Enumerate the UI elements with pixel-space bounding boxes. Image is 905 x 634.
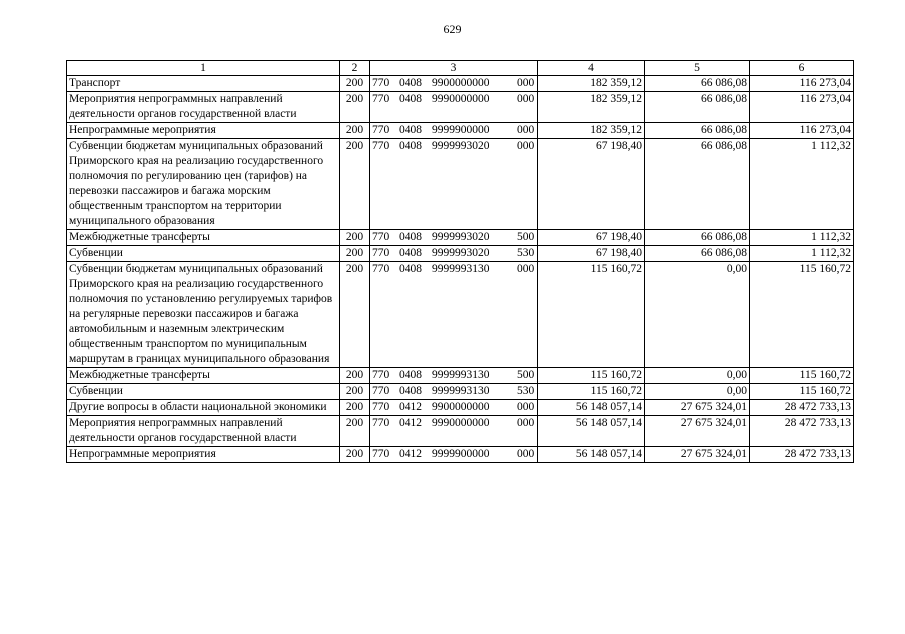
row-col-2: 200 [340, 139, 370, 230]
code-part-1: 770 [372, 231, 390, 243]
row-col-6: 28 472 733,13 [750, 447, 854, 463]
row-col-5: 27 675 324,01 [645, 400, 750, 416]
row-col-2: 200 [340, 230, 370, 246]
row-col-2: 200 [340, 123, 370, 139]
code-part-3: 9999900000 [432, 124, 490, 136]
row-col-4: 56 148 057,14 [538, 400, 645, 416]
header-col-3: 3 [370, 61, 538, 76]
table-row [67, 400, 854, 416]
code-part-4: 500 [517, 369, 535, 381]
code-part-2: 0408 [399, 77, 422, 89]
header-col-4: 4 [538, 61, 645, 76]
row-col-5: 66 086,08 [645, 246, 750, 262]
row-col-4: 56 148 057,14 [538, 416, 645, 447]
code-part-2: 0412 [399, 401, 422, 413]
code-part-3: 9999993020 [432, 231, 490, 243]
row-col-5: 66 086,08 [645, 76, 750, 92]
row-name: Мероприятия непрограммных направлений деятельности органов государственной власти [67, 92, 340, 123]
code-part-3: 9999993130 [432, 385, 490, 397]
header-col-2: 2 [340, 61, 370, 76]
row-name: Межбюджетные трансферты [67, 230, 340, 246]
table-row [67, 123, 854, 139]
table-row [67, 139, 854, 230]
code-part-3: 9990000000 [432, 417, 490, 429]
row-code [370, 123, 538, 139]
row-col-6: 115 160,72 [750, 262, 854, 368]
code-part-3: 9900000000 [432, 401, 490, 413]
code-part-2: 0408 [399, 263, 422, 275]
row-col-6: 115 160,72 [750, 368, 854, 384]
row-col-5: 0,00 [645, 262, 750, 368]
row-col-6: 115 160,72 [750, 384, 854, 400]
code-part-4: 000 [517, 401, 535, 413]
page-number: 629 [443, 22, 462, 36]
row-name: Мероприятия непрограммных направлений деятельности органов государственной власти [67, 416, 340, 447]
code-part-3: 9900000000 [432, 77, 490, 89]
row-col-2: 200 [340, 262, 370, 368]
row-col-2: 200 [340, 246, 370, 262]
row-col-2: 200 [340, 400, 370, 416]
row-col-5: 27 675 324,01 [645, 416, 750, 447]
table-row [67, 262, 854, 368]
row-code [370, 384, 538, 400]
row-col-6: 116 273,04 [750, 76, 854, 92]
row-col-4: 67 198,40 [538, 139, 645, 230]
row-name: Субвенции [67, 246, 340, 262]
row-col-6: 1 112,32 [750, 246, 854, 262]
code-part-1: 770 [372, 263, 390, 275]
row-col-6: 1 112,32 [750, 230, 854, 246]
row-col-6: 28 472 733,13 [750, 400, 854, 416]
table-row [67, 384, 854, 400]
code-part-2: 0408 [399, 385, 422, 397]
row-name: Транспорт [67, 76, 340, 92]
row-col-2: 200 [340, 447, 370, 463]
row-col-4: 115 160,72 [538, 368, 645, 384]
code-part-4: 000 [517, 77, 535, 89]
code-part-2: 0412 [399, 417, 422, 429]
header-col-6: 6 [750, 61, 854, 76]
row-col-4: 56 148 057,14 [538, 447, 645, 463]
row-col-2: 200 [340, 384, 370, 400]
row-code [370, 262, 538, 368]
row-col-4: 115 160,72 [538, 262, 645, 368]
code-part-1: 770 [372, 93, 390, 105]
row-col-6: 116 273,04 [750, 92, 854, 123]
code-part-1: 770 [372, 448, 390, 460]
row-col-5: 27 675 324,01 [645, 447, 750, 463]
code-part-1: 770 [372, 417, 390, 429]
row-code [370, 416, 538, 447]
code-part-2: 0408 [399, 124, 422, 136]
code-part-2: 0408 [399, 247, 422, 259]
row-col-5: 66 086,08 [645, 230, 750, 246]
row-col-5: 66 086,08 [645, 123, 750, 139]
code-part-4: 000 [517, 93, 535, 105]
row-col-6: 1 112,32 [750, 139, 854, 230]
code-part-1: 770 [372, 124, 390, 136]
row-name: Межбюджетные трансферты [67, 368, 340, 384]
row-name: Непрограммные мероприятия [67, 447, 340, 463]
code-part-1: 770 [372, 140, 390, 152]
code-part-4: 000 [517, 140, 535, 152]
header-col-5: 5 [645, 61, 750, 76]
row-col-2: 200 [340, 76, 370, 92]
code-part-2: 0408 [399, 231, 422, 243]
code-part-2: 0408 [399, 369, 422, 381]
code-part-3: 9999993020 [432, 140, 490, 152]
table-row [67, 368, 854, 384]
row-col-6: 116 273,04 [750, 123, 854, 139]
row-code [370, 230, 538, 246]
row-code [370, 92, 538, 123]
row-col-5: 0,00 [645, 384, 750, 400]
row-col-2: 200 [340, 416, 370, 447]
row-col-2: 200 [340, 92, 370, 123]
row-col-4: 182 359,12 [538, 76, 645, 92]
row-code [370, 76, 538, 92]
row-name: Другие вопросы в области национальной экономики [67, 400, 340, 416]
row-col-5: 0,00 [645, 368, 750, 384]
code-part-4: 000 [517, 417, 535, 429]
header-row [67, 61, 854, 76]
code-part-1: 770 [372, 77, 390, 89]
row-name: Субвенции бюджетам муниципальных образований Приморского края на реализацию государственного полномочия по регулированию цен (тарифов) на перевозки пассажиров и багажа морским общественным транспортом на территории муниципального образования [67, 139, 340, 230]
row-col-5: 66 086,08 [645, 139, 750, 230]
row-col-6: 28 472 733,13 [750, 416, 854, 447]
code-part-3: 9999993020 [432, 247, 490, 259]
table-header [67, 61, 854, 76]
row-name: Субвенции [67, 384, 340, 400]
table-row [67, 92, 854, 123]
code-part-4: 530 [517, 385, 535, 397]
table-row [67, 230, 854, 246]
code-part-3: 9999900000 [432, 448, 490, 460]
code-part-2: 0412 [399, 448, 422, 460]
row-code [370, 368, 538, 384]
code-part-1: 770 [372, 247, 390, 259]
code-part-4: 530 [517, 247, 535, 259]
row-name: Непрограммные мероприятия [67, 123, 340, 139]
code-part-1: 770 [372, 401, 390, 413]
row-col-2: 200 [340, 368, 370, 384]
row-code [370, 139, 538, 230]
row-col-4: 182 359,12 [538, 92, 645, 123]
code-part-4: 000 [517, 124, 535, 136]
header-col-1: 1 [67, 61, 340, 76]
table-row [67, 246, 854, 262]
row-col-4: 67 198,40 [538, 230, 645, 246]
table-row [67, 76, 854, 92]
code-part-3: 9999993130 [432, 369, 490, 381]
row-col-4: 115 160,72 [538, 384, 645, 400]
table-row [67, 416, 854, 447]
table-body [67, 76, 854, 463]
row-name: Субвенции бюджетам муниципальных образований Приморского края на реализацию государственного полномочия по установлению регулируемых тарифов на регулярные перевозки пассажиров и багажа автомобильным и наземным электрическим общественным транспортом по муниципальным маршрутам в границах муниципального образования [67, 262, 340, 368]
code-part-4: 500 [517, 231, 535, 243]
row-code [370, 447, 538, 463]
code-part-2: 0408 [399, 140, 422, 152]
row-col-5: 66 086,08 [645, 92, 750, 123]
row-code [370, 246, 538, 262]
budget-table [66, 60, 854, 463]
row-col-4: 67 198,40 [538, 246, 645, 262]
code-part-2: 0408 [399, 93, 422, 105]
code-part-3: 9999993130 [432, 263, 490, 275]
row-col-4: 182 359,12 [538, 123, 645, 139]
code-part-3: 9990000000 [432, 93, 490, 105]
code-part-4: 000 [517, 448, 535, 460]
code-part-4: 000 [517, 263, 535, 275]
row-code [370, 400, 538, 416]
table-row [67, 447, 854, 463]
code-part-1: 770 [372, 385, 390, 397]
code-part-1: 770 [372, 369, 390, 381]
